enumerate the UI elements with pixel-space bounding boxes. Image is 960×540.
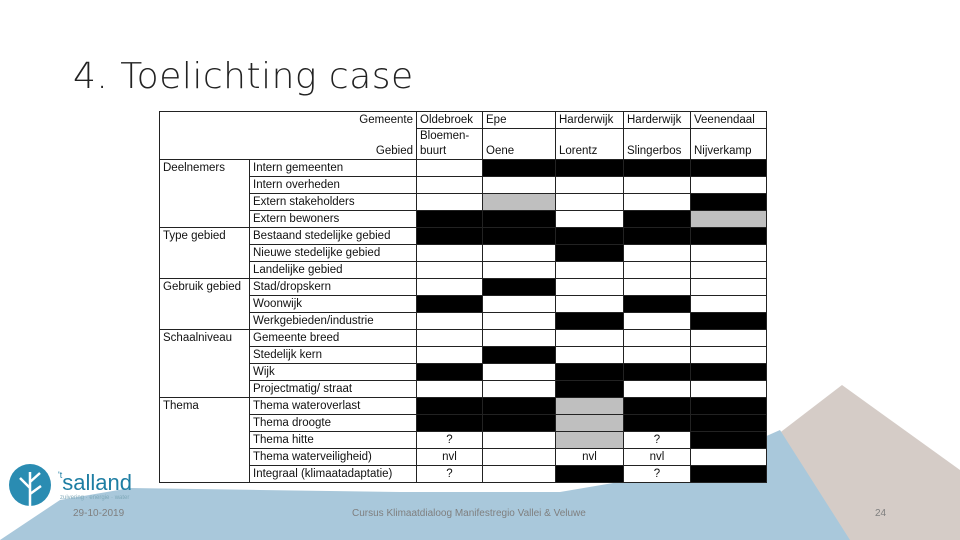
row-label: Stad/dropskern	[250, 279, 417, 296]
matrix-cell	[691, 381, 767, 398]
matrix-cell	[483, 160, 556, 177]
matrix-cell	[624, 194, 691, 211]
row-label: Stedelijk kern	[250, 347, 417, 364]
matrix-cell	[483, 347, 556, 364]
row-label: Gemeente breed	[250, 330, 417, 347]
matrix-cell	[624, 381, 691, 398]
matrix-cell	[417, 245, 483, 262]
group-label-empty	[160, 432, 250, 449]
table-row	[160, 313, 767, 330]
row-label: Thema waterveiligheid)	[250, 449, 417, 466]
matrix-cell	[691, 211, 767, 228]
table-row	[160, 160, 767, 177]
logo-tagline: zuivering · energie · water	[60, 495, 130, 501]
table-row	[160, 279, 767, 296]
row-label: Intern overheden	[250, 177, 417, 194]
logo-wordmark: $^{'t}$salland	[58, 470, 132, 495]
municipality-cell: Oldebroek	[417, 112, 483, 129]
matrix-cell	[417, 262, 483, 279]
matrix-cell	[691, 296, 767, 313]
municipality-cell: Harderwijk	[624, 112, 691, 129]
matrix-cell: nvl	[624, 449, 691, 466]
table-row	[160, 245, 767, 262]
header-gebied-label: Gebied	[160, 129, 417, 160]
matrix-cell	[417, 347, 483, 364]
matrix-cell	[556, 381, 624, 398]
matrix-cell	[417, 211, 483, 228]
matrix-cell: nvl	[556, 449, 624, 466]
matrix-cell	[483, 296, 556, 313]
matrix-cell	[483, 381, 556, 398]
matrix-cell	[691, 194, 767, 211]
matrix-cell	[691, 313, 767, 330]
case-table	[159, 111, 767, 483]
matrix-cell	[417, 160, 483, 177]
table-row	[160, 415, 767, 432]
matrix-cell	[556, 245, 624, 262]
matrix-cell	[556, 194, 624, 211]
matrix-cell	[556, 415, 624, 432]
matrix-cell	[624, 211, 691, 228]
group-label-empty	[160, 415, 250, 432]
matrix-cell	[417, 279, 483, 296]
row-label: Extern stakeholders	[250, 194, 417, 211]
table-row	[160, 330, 767, 347]
group-label-empty	[160, 347, 250, 364]
area-cell: Oene	[483, 129, 556, 160]
group-label-empty	[160, 262, 250, 279]
matrix-cell	[691, 279, 767, 296]
matrix-cell	[624, 279, 691, 296]
matrix-cell	[624, 398, 691, 415]
matrix-cell	[417, 194, 483, 211]
matrix-cell	[624, 364, 691, 381]
matrix-cell	[556, 211, 624, 228]
matrix-cell	[417, 415, 483, 432]
table-row	[160, 364, 767, 381]
matrix-cell	[691, 347, 767, 364]
matrix-cell	[417, 398, 483, 415]
area-cell: Nijverkamp	[691, 129, 767, 160]
table-row	[160, 432, 767, 449]
matrix-cell	[556, 313, 624, 330]
matrix-cell	[483, 262, 556, 279]
group-label-empty	[160, 466, 250, 483]
matrix-cell	[556, 177, 624, 194]
group-label-empty	[160, 364, 250, 381]
header-gemeente-label: Gemeente	[160, 112, 417, 129]
matrix-cell	[483, 398, 556, 415]
table-row	[160, 194, 767, 211]
row-label: Intern gemeenten	[250, 160, 417, 177]
municipality-cell: Veenendaal	[691, 112, 767, 129]
matrix-cell	[483, 432, 556, 449]
matrix-cell	[691, 228, 767, 245]
group-label: Type gebied	[160, 228, 250, 245]
matrix-cell	[691, 262, 767, 279]
matrix-cell	[483, 313, 556, 330]
group-label-empty	[160, 381, 250, 398]
table-row	[160, 398, 767, 415]
matrix-cell	[483, 228, 556, 245]
matrix-cell	[556, 160, 624, 177]
matrix-cell	[624, 160, 691, 177]
row-label: Projectmatig/ straat	[250, 381, 417, 398]
matrix-cell	[483, 364, 556, 381]
matrix-cell	[417, 364, 483, 381]
matrix-cell: nvl	[417, 449, 483, 466]
matrix-cell: ?	[624, 432, 691, 449]
matrix-cell	[691, 398, 767, 415]
matrix-cell	[691, 245, 767, 262]
row-label: Werkgebieden/industrie	[250, 313, 417, 330]
table-row	[160, 262, 767, 279]
table-row	[160, 211, 767, 228]
area-cell: Lorentz	[556, 129, 624, 160]
matrix-cell	[624, 330, 691, 347]
footer-date: 29-10-2019	[73, 508, 125, 519]
matrix-cell	[417, 296, 483, 313]
table-row	[160, 466, 767, 483]
matrix-cell	[691, 177, 767, 194]
matrix-cell	[556, 330, 624, 347]
matrix-cell	[417, 381, 483, 398]
group-label-empty	[160, 194, 250, 211]
matrix-cell: ?	[417, 466, 483, 483]
matrix-cell	[624, 245, 691, 262]
matrix-cell: ?	[417, 432, 483, 449]
matrix-cell	[483, 330, 556, 347]
footer-text: Cursus Klimaatdialoog Manifestregio Vallei & Veluwe	[352, 508, 586, 519]
row-label: Nieuwe stedelijke gebied	[250, 245, 417, 262]
matrix-cell	[624, 313, 691, 330]
matrix-cell	[624, 347, 691, 364]
group-label: Thema	[160, 398, 250, 415]
area-cell: Bloemen-buurt	[417, 129, 483, 160]
matrix-cell	[483, 245, 556, 262]
table-row	[160, 296, 767, 313]
matrix-cell	[417, 330, 483, 347]
group-label-empty	[160, 313, 250, 330]
row-label: Wijk	[250, 364, 417, 381]
matrix-cell	[556, 296, 624, 313]
matrix-cell	[556, 398, 624, 415]
group-label: Deelnemers	[160, 160, 250, 177]
municipality-cell: Harderwijk	[556, 112, 624, 129]
matrix-cell	[691, 415, 767, 432]
table-row	[160, 177, 767, 194]
row-label: Thema droogte	[250, 415, 417, 432]
table-row	[160, 347, 767, 364]
matrix-cell	[417, 313, 483, 330]
group-label-empty	[160, 245, 250, 262]
matrix-cell	[624, 228, 691, 245]
matrix-cell	[691, 364, 767, 381]
row-label: Woonwijk	[250, 296, 417, 313]
row-label: Integraal (klimaatadaptatie)	[250, 466, 417, 483]
matrix-cell	[483, 449, 556, 466]
group-label-empty	[160, 449, 250, 466]
slide-title: 4. Toelichting case	[73, 56, 414, 97]
row-label: Thema wateroverlast	[250, 398, 417, 415]
matrix-cell	[417, 177, 483, 194]
group-label: Gebruik gebied	[160, 279, 250, 296]
matrix-cell: ?	[624, 466, 691, 483]
matrix-cell	[556, 228, 624, 245]
matrix-cell	[483, 415, 556, 432]
matrix-cell	[556, 432, 624, 449]
matrix-cell	[483, 194, 556, 211]
table-row	[160, 381, 767, 398]
matrix-cell	[417, 228, 483, 245]
matrix-cell	[483, 279, 556, 296]
matrix-cell	[556, 262, 624, 279]
row-label: Thema hitte	[250, 432, 417, 449]
header-row-gebied	[160, 129, 767, 160]
matrix-cell	[483, 211, 556, 228]
matrix-cell	[691, 449, 767, 466]
group-label: Schaalniveau	[160, 330, 250, 347]
matrix-cell	[691, 466, 767, 483]
matrix-cell	[483, 177, 556, 194]
municipality-cell: Epe	[483, 112, 556, 129]
matrix-cell	[624, 262, 691, 279]
group-label-empty	[160, 211, 250, 228]
page-number: 24	[875, 508, 887, 519]
group-label-empty	[160, 296, 250, 313]
row-label: Bestaand stedelijke gebied	[250, 228, 417, 245]
matrix-cell	[556, 347, 624, 364]
matrix-cell	[624, 177, 691, 194]
matrix-cell	[691, 160, 767, 177]
area-cell: Slingerbos	[624, 129, 691, 160]
row-label: Landelijke gebied	[250, 262, 417, 279]
group-label-empty	[160, 177, 250, 194]
matrix-cell	[556, 364, 624, 381]
matrix-cell	[691, 432, 767, 449]
matrix-cell	[624, 296, 691, 313]
matrix-cell	[483, 466, 556, 483]
table-row	[160, 228, 767, 245]
matrix-cell	[556, 279, 624, 296]
matrix-cell	[624, 415, 691, 432]
header-row-gemeente	[160, 112, 767, 129]
matrix-cell	[556, 466, 624, 483]
table-row	[160, 449, 767, 466]
matrix-cell	[691, 330, 767, 347]
row-label: Extern bewoners	[250, 211, 417, 228]
